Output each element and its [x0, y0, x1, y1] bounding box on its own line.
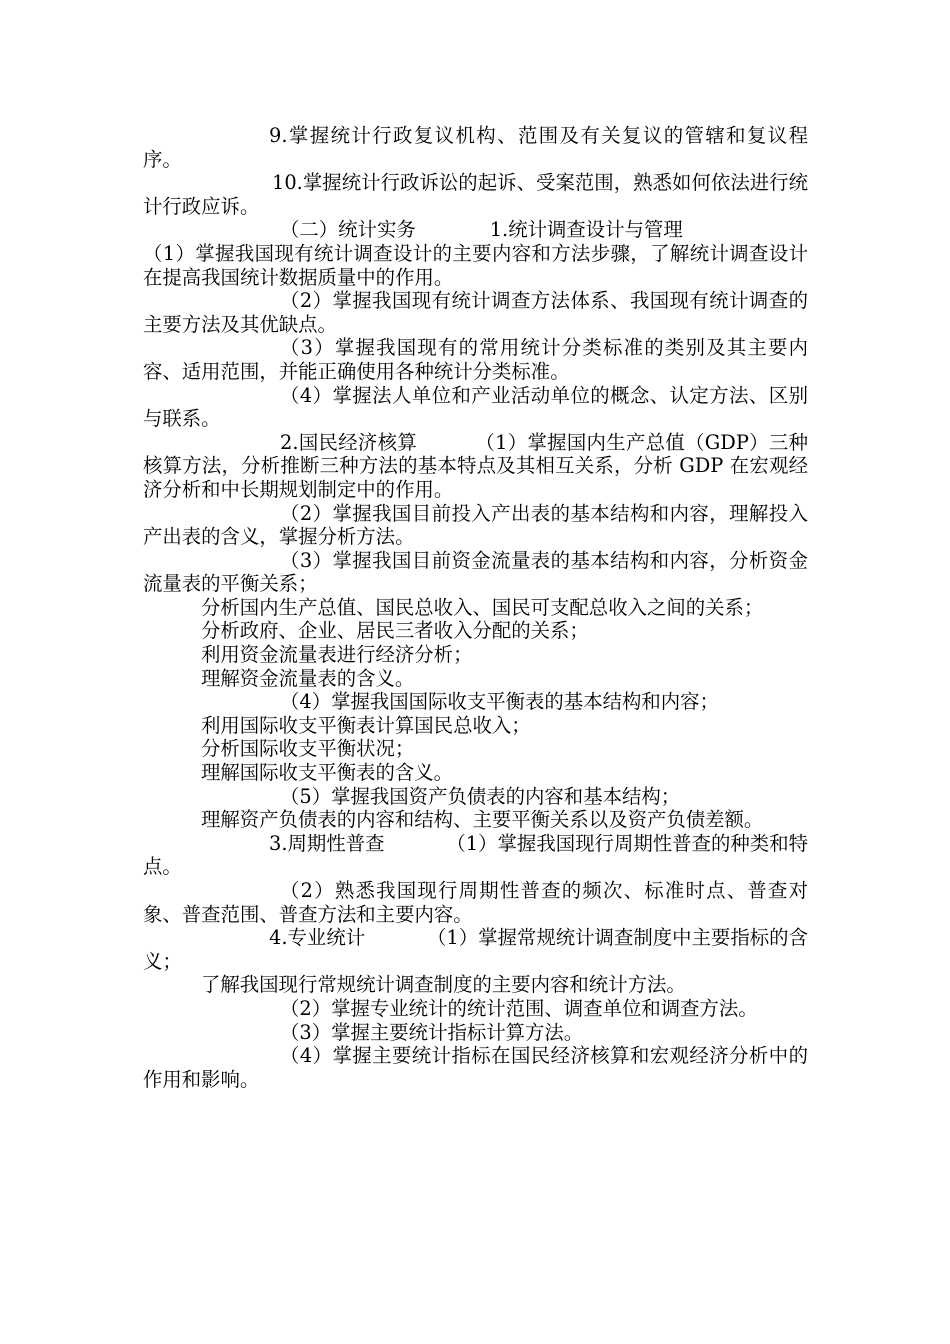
- paragraph-census-2: （2）熟悉我国现行周期性普查的频次、标准时点、普查对象、普查范围、普查方法和主要内容。: [143, 879, 808, 926]
- paragraph-national-accounts-4a: 利用国际收支平衡表计算国民总收入；: [201, 713, 531, 737]
- paragraph-national-accounts-1: [143, 431, 808, 502]
- section-heading-statistical-practice: [143, 218, 808, 242]
- paragraph-item-9: 9.掌握统计行政复议机构、范围及有关复议的管辖和复议程序。: [143, 124, 808, 171]
- subsection-title: 4.专业统计: [269, 926, 366, 950]
- paragraph-national-accounts-3b: 分析政府、企业、居民三者收入分配的关系；: [201, 619, 589, 643]
- paragraph-professional-stats-1a: 了解我国现行常规统计调查制度的主要内容和统计方法。: [201, 973, 686, 997]
- paragraph-professional-stats-3: （3）掌握主要统计指标计算方法。: [280, 1020, 584, 1044]
- paragraph-national-accounts-4b: 分析国际收支平衡状况；: [201, 737, 415, 761]
- paragraph-professional-stats-2: （2）掌握专业统计的统计范围、调查单位和调查方法。: [280, 996, 758, 1020]
- paragraph-national-accounts-5: （5）掌握我国资产负债表的内容和基本结构；: [280, 784, 681, 808]
- paragraph-national-accounts-3c: 利用资金流量表进行经济分析；: [201, 643, 473, 667]
- subsection-title: 3.周期性普查: [269, 831, 385, 855]
- paragraph-text: （1）掌握常规统计调查制度中主要指标的含义；: [143, 926, 808, 973]
- paragraph-professional-stats-4: （4）掌握主要统计指标在国民经济核算和宏观经济分析中的作用和影响。: [143, 1044, 808, 1091]
- paragraph-national-accounts-4: （4）掌握我国国际收支平衡表的基本结构和内容；: [280, 690, 719, 714]
- paragraph-national-accounts-4c: 理解国际收支平衡表的含义。: [201, 761, 454, 785]
- subsection-title: 2.国民经济核算: [280, 430, 418, 454]
- paragraph-survey-design-2: （2）掌握我国现有统计调查方法体系、我国现有统计调查的主要方法及其优缺点。: [143, 289, 808, 336]
- paragraph-national-accounts-3d: 理解资金流量表的含义。: [201, 666, 415, 690]
- paragraph-text: （1）掌握国内生产总值（GDP）三种核算方法，分析推断三种方法的基本特点及其相互关系，分析 GDP 在宏观经济分析和中长期规划制定中的作用。: [143, 430, 808, 501]
- paragraph-survey-design-4: （4）掌握法人单位和产业活动单位的概念、认定方法、区别与联系。: [143, 383, 808, 431]
- paragraph-census-1: [143, 832, 808, 879]
- paragraph-national-accounts-3a: 分析国内生产总值、国民总收入、国民可支配总收入之间的关系；: [201, 595, 764, 619]
- paragraph-national-accounts-5a: 理解资产负债表的内容和结构、主要平衡关系以及资产负债差额。: [201, 808, 764, 832]
- document-body: [143, 124, 808, 1091]
- paragraph-professional-stats-1: [143, 926, 808, 973]
- paragraph-national-accounts-3: （3）掌握我国目前资金流量表的基本结构和内容，分析资金流量表的平衡关系；: [143, 548, 808, 596]
- paragraph-survey-design-1: （1）掌握我国现有统计调查设计的主要内容和方法步骤，了解统计调查设计在提高我国统计数据质量中的作用。: [143, 241, 808, 289]
- paragraph-national-accounts-2: （2）掌握我国目前投入产出表的基本结构和内容，理解投入产出表的含义，掌握分析方法。: [143, 501, 808, 549]
- paragraph-survey-design-3: （3）掌握我国现有的常用统计分类标准的类别及其主要内容、适用范围，并能正确使用各种统计分类标准。: [143, 336, 808, 383]
- paragraph-text: （1）掌握我国现行周期性普查的种类和特点。: [143, 831, 808, 879]
- section-title: （二）统计实务: [280, 218, 416, 242]
- subsection-title: 1.统计调查设计与管理: [489, 218, 683, 242]
- paragraph-item-10: 10.掌握统计行政诉讼的起诉、受案范围，熟悉如何依法进行统计行政应诉。: [143, 171, 808, 218]
